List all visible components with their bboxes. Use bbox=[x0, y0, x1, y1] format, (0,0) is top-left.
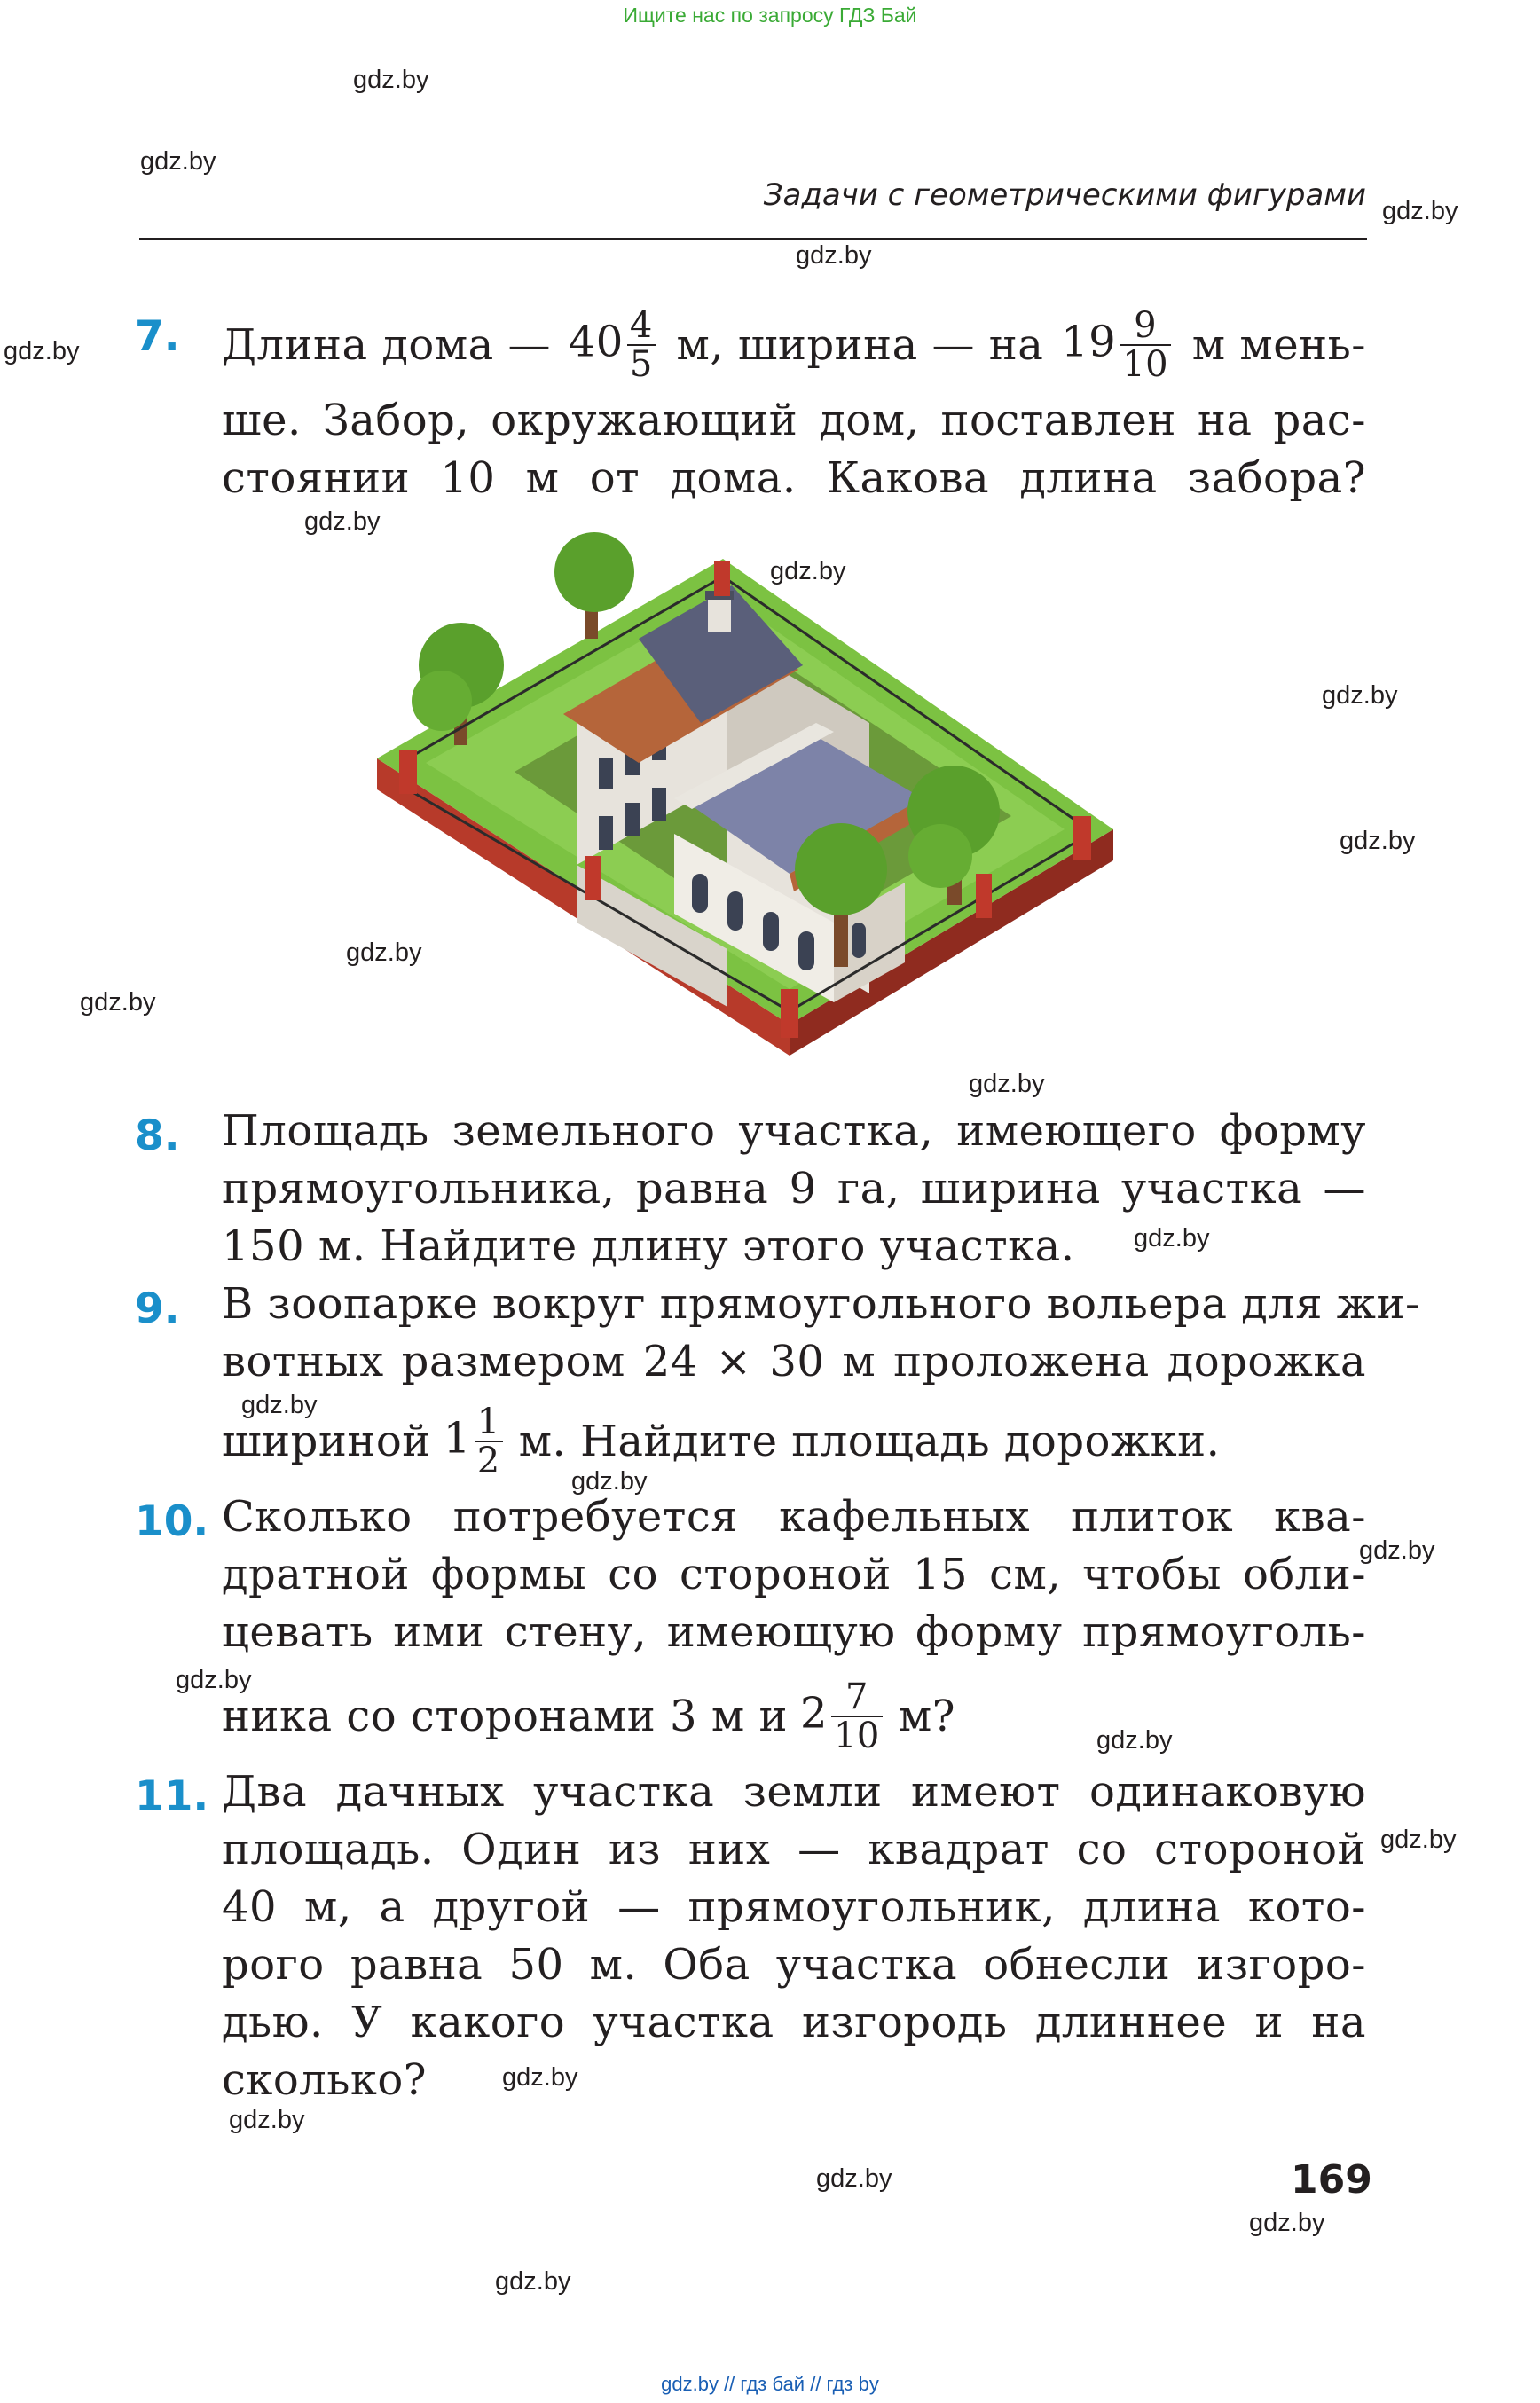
problem-11-line-1: Два дачных участка земли имеют одинаковую bbox=[222, 1767, 1366, 1817]
numerator: 7 bbox=[845, 1677, 868, 1717]
fraction bbox=[627, 307, 656, 383]
numerator: 1 bbox=[476, 1402, 500, 1442]
problem-number: 8. bbox=[135, 1111, 180, 1160]
watermark: gdz.by bbox=[229, 2106, 305, 2134]
watermark: gdz.by bbox=[1322, 681, 1398, 710]
top-banner[interactable]: Ищите нас по запросу ГДЗ Бай bbox=[623, 4, 917, 27]
watermark: gdz.by bbox=[346, 938, 422, 967]
problem-10-line-4 bbox=[222, 1678, 1366, 1755]
problem-10-line-3: цевать ими стену, имеющую форму прямоуголь- bbox=[222, 1607, 1366, 1657]
text: м мень- bbox=[1191, 320, 1366, 370]
problem-10-line-1: Сколько потребуется кафельных плиток ква- bbox=[222, 1492, 1366, 1542]
problem-11-line-3: 40 м, а другой — прямоугольник, длина кото- bbox=[222, 1882, 1366, 1932]
watermark: gdz.by bbox=[1382, 197, 1458, 225]
watermark: gdz.by bbox=[495, 2267, 571, 2296]
watermark: gdz.by bbox=[304, 507, 381, 536]
watermark: gdz.by bbox=[1134, 1224, 1210, 1253]
numerator: 4 bbox=[629, 305, 653, 346]
problem-7-line-3: стоянии 10 м от дома. Какова длина забора? bbox=[222, 453, 1366, 503]
problem-number: 11. bbox=[135, 1772, 209, 1821]
page-number: 169 bbox=[1291, 2157, 1372, 2203]
fraction bbox=[1120, 307, 1171, 383]
watermark: gdz.by bbox=[969, 1070, 1045, 1098]
problem-8-line-2: прямоугольника, равна 9 га, ширина участка — bbox=[222, 1164, 1366, 1213]
watermark: gdz.by bbox=[796, 241, 872, 270]
mixed-number bbox=[800, 1678, 886, 1755]
problem-number: 10. bbox=[135, 1497, 209, 1546]
problem-11-line-4: рого равна 50 м. Оба участка обнесли изгоро- bbox=[222, 1940, 1366, 1990]
text: м? bbox=[898, 1692, 955, 1741]
whole-part: 2 bbox=[799, 1688, 828, 1739]
problem-9-line-2: вотных размером 24 × 30 м проложена дорожка bbox=[222, 1337, 1366, 1386]
numerator: 9 bbox=[1134, 305, 1158, 346]
problem-7-line-2: ше. Забор, окружающий дом, поставлен на рас- bbox=[222, 396, 1366, 445]
text: шириной bbox=[222, 1417, 431, 1466]
watermark: gdz.by bbox=[353, 66, 429, 94]
text: Длина дома — bbox=[222, 320, 552, 370]
watermark: gdz.by bbox=[816, 2164, 892, 2193]
mixed-number bbox=[569, 307, 659, 383]
watermark: gdz.by bbox=[1249, 2209, 1325, 2237]
denominator: 5 bbox=[627, 344, 656, 383]
header-rule bbox=[139, 238, 1367, 240]
problem-7-line-1 bbox=[222, 296, 1366, 394]
text: м. Найдите площадь дорожки. bbox=[518, 1417, 1221, 1466]
fraction bbox=[475, 1403, 503, 1480]
problem-8-line-3: 150 м. Найдите длину этого участка. bbox=[222, 1221, 1075, 1271]
mixed-number bbox=[444, 1403, 507, 1480]
problem-8-line-1: Площадь земельного участка, имеющего форму bbox=[222, 1106, 1366, 1156]
watermark: gdz.by bbox=[502, 2063, 578, 2092]
text: ника со сторонами 3 м и bbox=[222, 1692, 788, 1741]
problem-number: 7. bbox=[135, 312, 180, 361]
watermark: gdz.by bbox=[176, 1666, 252, 1694]
watermark: gdz.by bbox=[4, 337, 80, 365]
mixed-number bbox=[1061, 307, 1175, 383]
whole-part: 19 bbox=[1061, 317, 1117, 367]
watermark: gdz.by bbox=[80, 988, 156, 1017]
watermark: gdz.by bbox=[241, 1391, 318, 1419]
watermark: gdz.by bbox=[770, 557, 846, 585]
problem-11-line-2: площадь. Один из них — квадрат со стороной bbox=[222, 1825, 1366, 1874]
denominator: 10 bbox=[1120, 344, 1171, 383]
text: м, ширина — на bbox=[676, 320, 1044, 370]
watermark: gdz.by bbox=[1359, 1536, 1435, 1565]
problem-11-line-5: дью. У какого участка изгородь длиннее и на bbox=[222, 1998, 1366, 2047]
watermark: gdz.by bbox=[1096, 1726, 1173, 1755]
problem-9-line-3 bbox=[222, 1403, 1366, 1480]
problem-11-line-6: сколько? bbox=[222, 2055, 428, 2105]
watermark: gdz.by bbox=[1380, 1826, 1457, 1854]
section-title: Задачи с геометрическими фигурами bbox=[763, 177, 1366, 213]
watermark: gdz.by bbox=[571, 1467, 648, 1496]
problem-9-line-1: В зоопарке вокруг прямоугольного вольера для жи- bbox=[222, 1279, 1420, 1329]
denominator: 10 bbox=[831, 1716, 883, 1755]
watermark: gdz.by bbox=[140, 147, 216, 176]
footer-links[interactable]: gdz.by // гдз бай // гдз by bbox=[661, 2373, 879, 2395]
denominator: 2 bbox=[475, 1441, 503, 1480]
whole-part: 40 bbox=[568, 317, 624, 367]
problem-number: 9. bbox=[135, 1284, 180, 1333]
fraction bbox=[831, 1678, 883, 1755]
whole-part: 1 bbox=[443, 1413, 471, 1464]
watermark: gdz.by bbox=[1340, 827, 1416, 855]
house-illustration bbox=[373, 532, 1135, 1064]
problem-10-line-2: дратной формы со стороной 15 см, чтобы обли- bbox=[222, 1550, 1366, 1599]
